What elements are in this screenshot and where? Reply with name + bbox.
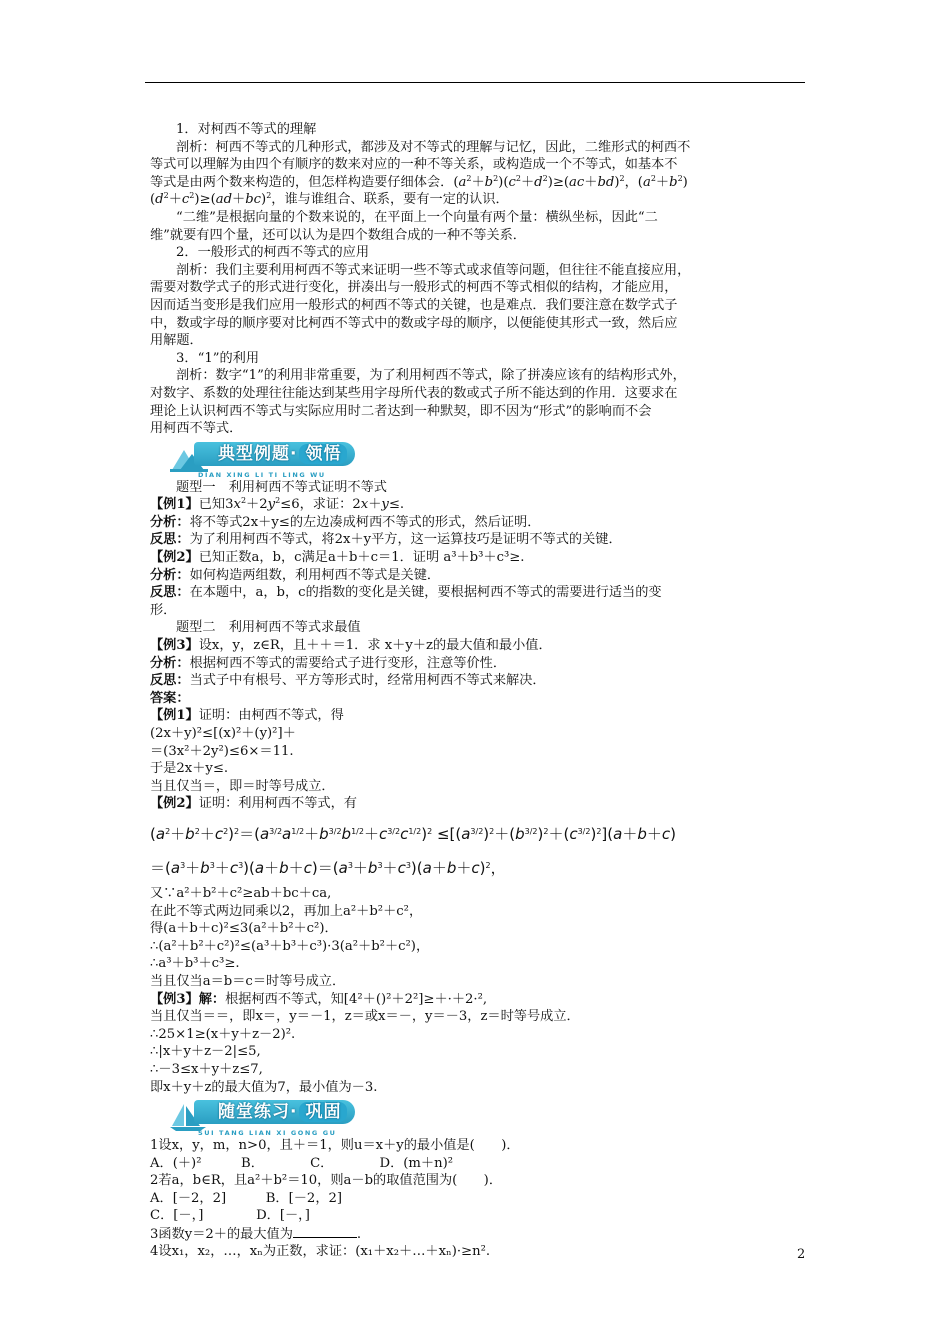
type-2-title: 题型二 利用柯西不等式求最值 [176,620,361,636]
section-2-title: 2．一般形式的柯西不等式的应用 [176,245,370,261]
answer-2-equation-1: $(a^2+b^2+c^2)^2=(a^{3/2}a^{1/2}+b^{3/2}b^{1/2}+c^{3/2}c^{1/2})^2 \le[(a^{3/2})^2+(b^{3/2})^2+(c^{3/2})^2](a+b+c)$ [150,824,676,843]
banner-pinyin: DIAN XING LI TI LING WU [198,470,326,479]
answer-1-step: ＝(3x²＋2y²)≤6×＝11. [150,743,294,759]
answer-2-step: 又∵a²＋b²＋c²≥ab＋bc＋ca, [150,885,332,901]
section-2-text: 中，数或字母的顺序要对比柯西不等式中的数或字母的顺序，以便能使其形式一致，然后应 [150,315,678,331]
answer-2-step: 得(a＋b＋c)²≤3(a²＋b²＋c²)． [150,921,338,937]
section-3-text: 用柯西不等式． [150,421,243,437]
example-2-analysis: 分析：如何构造两组数，利用柯西不等式是关键． [150,567,441,583]
example-1: 【例1】已知$3x^2+2y^2\le 6$，求证：2x＋y≤. [150,496,405,513]
answer-blank[interactable] [293,1225,357,1238]
exercise-1: 1设x，y，m，n>0，且＋＝1，则u＝x＋y的最小值是( )． [150,1138,520,1154]
banner-typical-examples [170,440,810,478]
example-3-analysis: 分析：根据柯西不等式的需要给式子进行变形，注意等价性． [150,655,507,671]
answer-2-step: ∴(a²＋b²＋c²)²≤(a³＋b³＋c³)·3(a²＋b²＋c²)， [150,938,430,954]
section-3-text: 理论上认识柯西不等式与实际应用时二者达到一种默契，即不因为“形式”的影响而不会 [150,403,652,419]
header-rule [145,82,805,83]
exercise-1-options: A．(＋)² B． C． D．(m＋n)² [150,1155,454,1171]
answer-2-equation-2: $=(a^3+b^3+c^3)(a+b+c)=(a^3+b^3+c^3)(a+b+c)^2$， [150,858,506,877]
exercise-3: 3函数y＝2＋的最大值为 . [150,1227,362,1243]
section-1-text: “二维”是根据向量的个数来说的，在平面上一个向量有两个量：横纵坐标，因此“二 [176,209,658,225]
section-3-text: 对数字、系数的处理往往能达到某些用字母所代表的数或式子所不能达到的作用．这要求在 [150,385,678,401]
exercise-4: 4设x₁，x₂，…，xₙ为正数，求证：(x₁＋x₂＋…＋xₙ)·≥n². [150,1243,491,1259]
answer-1-step: 当且仅当＝，即＝时等号成立． [150,778,335,794]
section-1-text: 维”就要有四个量，还可以认为是四个数组合成的一种不等关系． [150,227,526,243]
answer-3: 【例3】解：根据柯西不等式，知[4²＋()²＋2²]≥＋·＋2·², [150,991,488,1007]
exercise-2-options: C．[－，] D．[－，] [150,1208,310,1224]
answer-label: 答案： [150,690,190,706]
section-1-text: 等式可以理解为由四个有顺序的数来对应的一种不等关系，或构造成一个不等式，如基本不 [150,157,678,173]
section-1-title: 1．对柯西不等式的理解 [176,122,317,137]
answer-2-step: 当且仅当a＝b＝c＝时等号成立． [150,973,346,989]
exercise-2: 2若a，b∈R，且a²＋b²＝10，则a－b的取值范围为( )． [150,1173,503,1189]
section-1-text: 剖析：柯西不等式的几种形式，都涉及对不等式的理解与记忆，因此，二维形式的柯西不 [176,139,691,155]
section-2-text: 因而适当变形是我们应用一般形式的柯西不等式的关键，也是难点．我们要注意在数学式子 [150,297,678,313]
answer-2: 【例2】证明：利用柯西不等式，有 [150,796,357,812]
answer-1-step: 于是2x＋y≤. [150,761,229,777]
answer-3-step: 即x＋y＋z的最大值为7，最小值为－3. [150,1079,378,1095]
example-2-reflection: 反思：在本题中，a，b，c的指数的变化是关键，要根据柯西不等式的需要进行适当的变 [150,585,662,601]
answer-3-step: ∴－3≤x＋y＋z≤7, [150,1061,263,1077]
example-2-reflection: 形． [150,602,177,618]
example-1-reflection: 反思：为了利用柯西不等式，将2x＋y平方，这一运算技巧是证明不等式的关键． [150,532,622,548]
answer-3-step: 当且仅当＝＝，即x＝，y＝－1，z＝或x＝－，y＝－3，z＝时等号成立． [150,1009,580,1025]
example-1-analysis: 分析：将不等式2x＋y≤的左边凑成柯西不等式的形式，然后证明． [150,514,541,530]
answer-2-step: ∴a³＋b³＋c³≥. [150,956,240,972]
banner-pinyin: SUI TANG LIAN XI GONG GU [198,1129,337,1138]
answer-1-step: (2x＋y)²≤[(x)²＋(y)²]＋ [150,726,296,741]
example-2: 【例2】已知正数a，b，c满足a＋b＋c＝1．证明 a³＋b³＋c³≥. [150,550,525,566]
type-1-title: 题型一 利用柯西不等式证明不等式 [176,479,387,495]
section-2-text: 用解题． [150,333,203,349]
section-2-text: 需要对数学式子的形式进行变化，拼凑出与一般形式的柯西不等式相似的结构，才能应用， [150,280,678,296]
banner-title: 典型例题· 领悟 [194,442,355,466]
section-3-title: 3．“1”的利用 [176,350,260,366]
section-1-text: $(d^2+c^2)\ge(ad+bc)^2$，谁与谁组合、联系，要有一定的认识． [150,191,509,208]
exercise-2-options: A．[－2，2] B．[－2，2] [150,1190,343,1206]
answer-3-step: ∴|x＋y＋z－2|≤5, [150,1044,261,1060]
section-2-text: 剖析：我们主要利用柯西不等式来证明一些不等式或求值等问题，但往往不能直接应用， [176,262,691,278]
banner-title: 随堂练习· 巩固 [194,1100,355,1124]
banner-highlight: 领悟 [299,444,347,464]
section-3-text: 剖析：数字“1”的利用非常重要，为了利用柯西不等式，除了拼凑应该有的结构形式外， [176,368,686,384]
page-content [150,121,810,1260]
answer-2-step: 在此不等式两边同乘以2，再加上a²＋b²＋c²， [150,903,423,919]
example-3: 【例3】设x，y，z∈R，且＋＋＝1．求 x＋y＋z的最大值和最小值． [150,638,552,654]
banner-class-exercises [170,1098,810,1136]
answer-3-step: ∴25×1≥(x＋y＋z－2)². [150,1026,296,1042]
answer-1: 【例1】证明：由柯西不等式，得 [150,708,344,724]
banner-highlight: 巩固 [299,1102,347,1122]
page-number: 2 [797,1247,806,1262]
example-3-reflection: 反思：当式子中有根号、平方等形式时，经常用柯西不等式来解决． [150,673,546,689]
section-1-text: 等式是由两个数来构造的，但怎样构造要仔细体会．$(a^2+b^2)(c^2+d^2)\ge(ac+bd)^2$，$(a^2+b^2)$ [150,173,688,190]
